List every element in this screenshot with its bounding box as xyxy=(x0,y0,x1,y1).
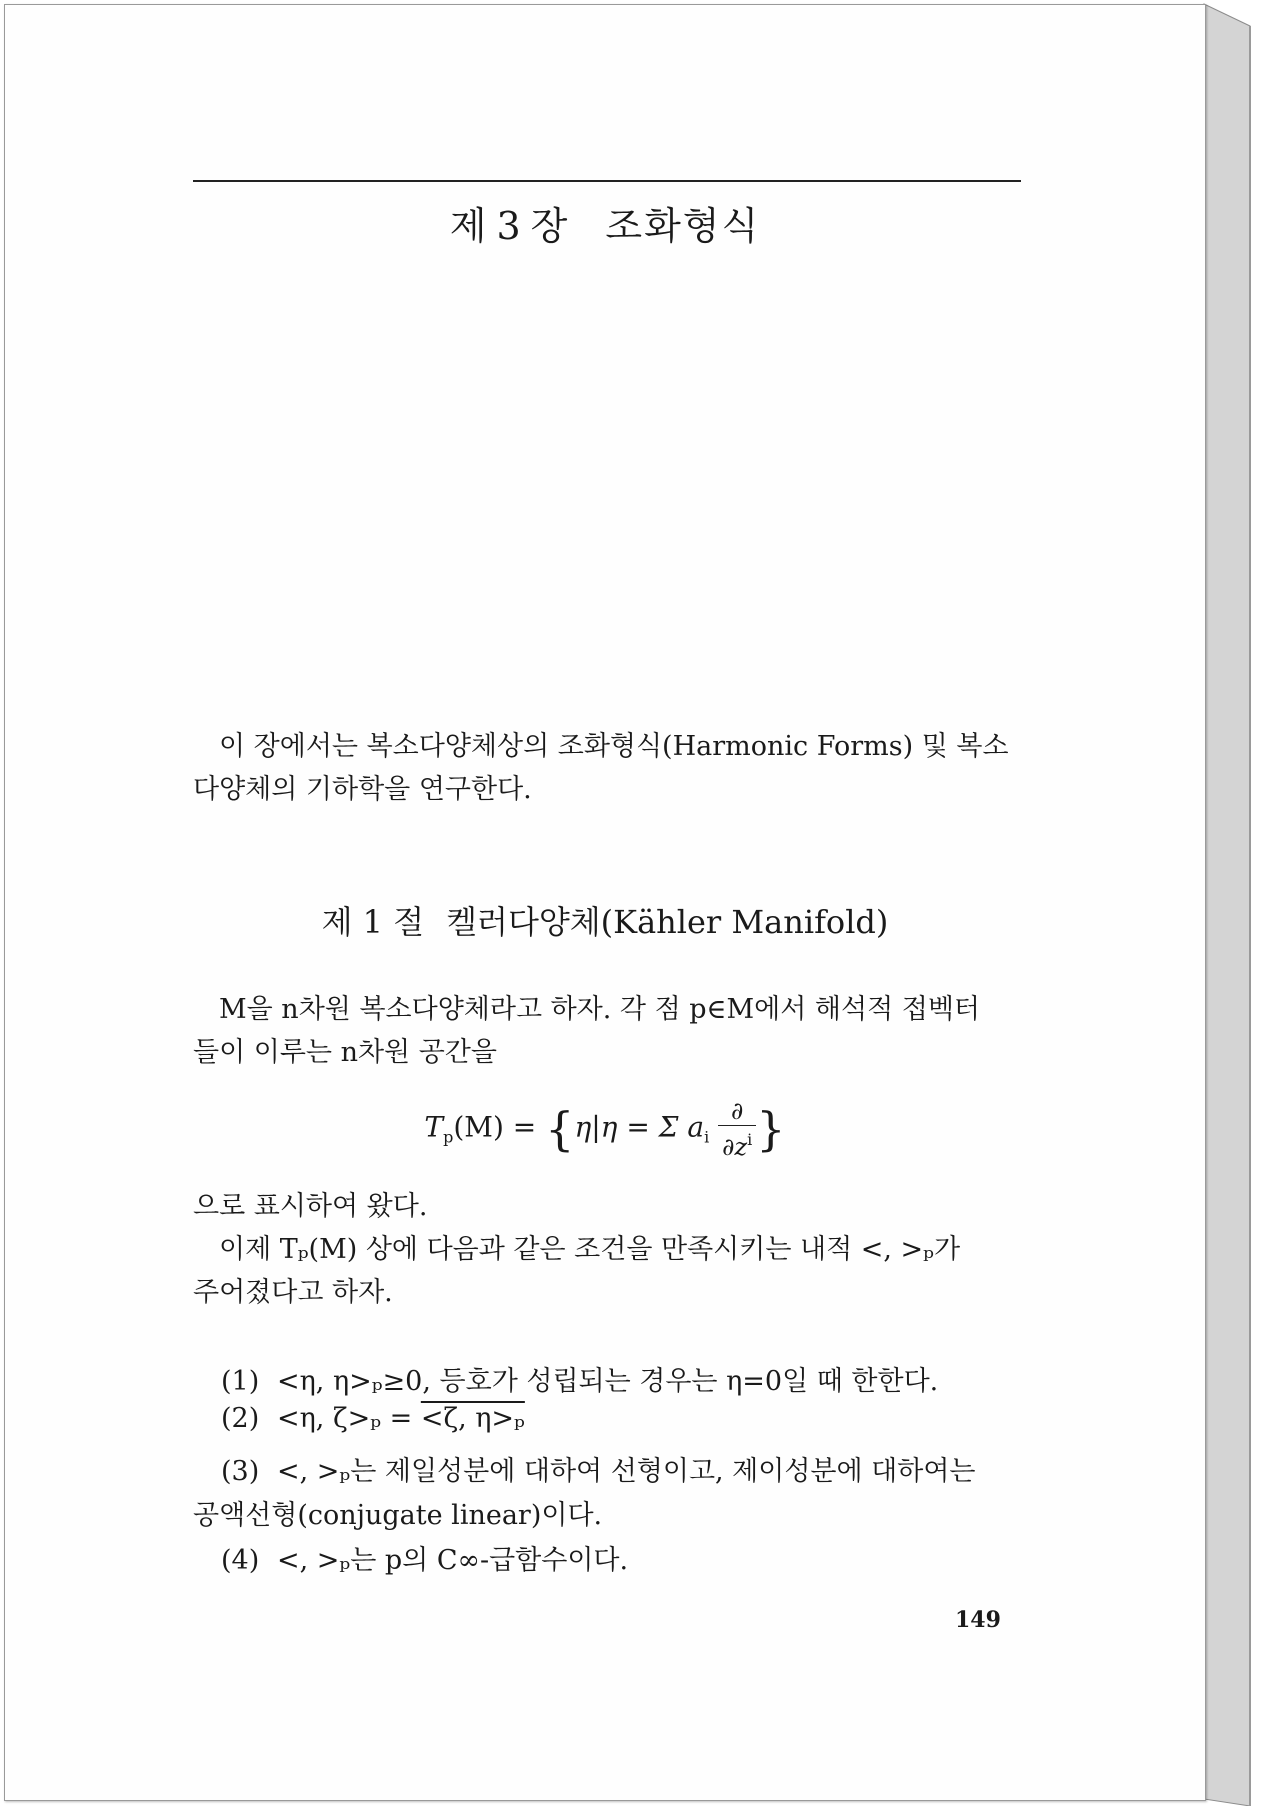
chapter-number: 3 xyxy=(496,204,523,248)
condition-2-label: (2) xyxy=(221,1403,260,1434)
condition-2-text-conjugate: <ζ, η>ₚ xyxy=(420,1403,525,1434)
condition-3 xyxy=(221,1449,976,1488)
condition-3-cont-text: 공액선형(conjugate linear)이다. xyxy=(193,1500,603,1531)
section-suffix: 절 xyxy=(393,903,425,941)
condition-2 xyxy=(221,1403,525,1434)
paragraph-2-line-1: 으로 표시하여 왔다. xyxy=(193,1191,428,1222)
condition-3-text: <, >ₚ는 제일성분에 대하여 선형이고, 제이성분에 대하여는 xyxy=(277,1456,976,1487)
condition-4 xyxy=(221,1538,628,1577)
formula-lhs-sub: p xyxy=(443,1127,454,1147)
chapter-heading xyxy=(5,195,1205,250)
condition-4-text: <, >ₚ는 p의 C∞-급함수이다. xyxy=(277,1545,629,1576)
paragraph-1 xyxy=(193,988,980,1074)
right-brace-glyph: } xyxy=(756,1102,786,1156)
page-number: 149 xyxy=(955,1607,1001,1633)
condition-1 xyxy=(221,1359,938,1398)
condition-2-text-left: <η, ζ>ₚ = xyxy=(277,1403,413,1434)
section-title: 켈러다양체(Kähler Manifold) xyxy=(446,903,889,941)
condition-1-label: (1) xyxy=(221,1366,260,1397)
page xyxy=(4,4,1206,1801)
chapter-prefix: 제 xyxy=(449,204,489,248)
chapter-title: 조화형식 xyxy=(605,204,761,248)
formula-fraction xyxy=(718,1097,756,1161)
tangent-space-formula xyxy=(5,1097,1205,1161)
formula-lhs-arg: (M) = xyxy=(453,1110,537,1144)
formula-set-body: η|η = Σ a xyxy=(574,1110,705,1144)
paragraph-2-line-3: 주어졌다고 하자. xyxy=(193,1277,393,1308)
formula-frac-num: ∂ xyxy=(718,1097,756,1126)
section-prefix: 제 xyxy=(321,903,353,941)
formula-lhs: T xyxy=(424,1110,444,1144)
paragraph-2 xyxy=(193,1185,960,1314)
condition-3-label: (3) xyxy=(221,1456,260,1487)
chapter-rule xyxy=(193,180,1021,182)
section-number: 1 xyxy=(362,903,384,941)
condition-1-text: <η, η>ₚ≥0, 등호가 성립되는 경우는 η=0일 때 한한다. xyxy=(277,1366,939,1397)
formula-set-sub: i xyxy=(704,1127,710,1147)
formula-frac-den-sup: i xyxy=(747,1130,753,1149)
intro-line-2: 다양체의 기하학을 연구한다. xyxy=(193,774,532,805)
paragraph-1-line-2: 들이 이루는 n차원 공간을 xyxy=(193,1037,497,1068)
chapter-suffix: 장 xyxy=(530,204,570,248)
condition-3-continued xyxy=(193,1493,602,1532)
condition-4-label: (4) xyxy=(221,1545,260,1576)
left-brace-glyph: { xyxy=(545,1102,575,1156)
intro-paragraph xyxy=(193,725,1009,811)
paragraph-1-line-1: M을 n차원 복소다양체라고 하자. 각 점 p∈M에서 해석적 접벡터 xyxy=(219,994,980,1025)
intro-line-1: 이 장에서는 복소다양체상의 조화형식(Harmonic Forms) 및 복소 xyxy=(219,731,1009,762)
formula-frac-den: ∂z xyxy=(722,1133,748,1161)
section-heading xyxy=(5,897,1205,943)
paragraph-2-line-2: 이제 Tₚ(M) 상에 다음과 같은 조건을 만족시키는 내적 <, >ₚ가 xyxy=(219,1234,961,1265)
